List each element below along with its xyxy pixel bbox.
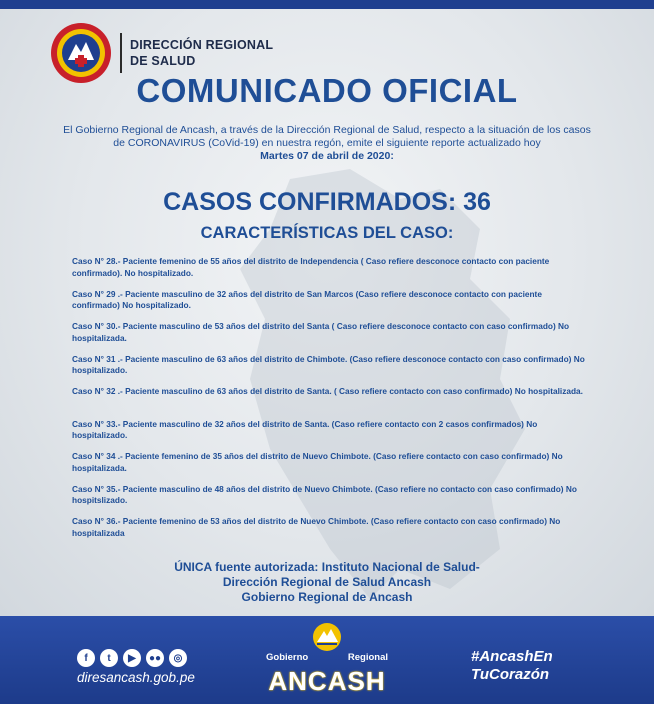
campaign-hashtag <box>471 648 553 684</box>
hashtag-line-1: #AncashEn <box>471 648 553 665</box>
case-item: Caso N° 31 .- Paciente masculino de 63 años del distrito de Chimbote. (Caso refiere desconoce contacto con caso confirmado) No hospitalizado. <box>72 353 585 375</box>
source-line-3: Gobierno Regional de Ancash <box>241 590 413 604</box>
case-item: Caso N° 29 .- Paciente masculino de 32 años del distrito de San Marcos (Caso refiere desconoce contacto con paciente confirmado) No hospitalizado. <box>72 288 542 310</box>
regional-government-logo <box>262 622 392 702</box>
brand-word-right: Regional <box>347 652 388 663</box>
org-line-1: DIRECCIÓN REGIONAL <box>130 38 274 52</box>
header-divider <box>120 33 122 73</box>
footer-bar <box>0 616 654 704</box>
hashtag-line-2: TuCorazón <box>471 666 550 683</box>
website-link[interactable]: diresancash.gob.pe <box>77 670 195 685</box>
intro-paragraph <box>60 124 594 163</box>
case-item: Caso N° 32 .- Paciente masculino de 63 años del distrito de Santa. ( Caso refiere contacto con caso confirmado) No hospitalizada. <box>72 386 583 396</box>
intro-text: El Gobierno Regional de Ancash, a través de la Dirección Regional de Salud, respecto a la situación de los casos de CORONAVIRUS (CoVid-19) en nuestra regón, emite el siguiente reporte actualizado hoy <box>63 124 591 149</box>
case-characteristics-heading: CARACTERÍSTICAS DEL CASO: <box>200 224 454 242</box>
case-item: Caso N° 33.- Paciente masculino de 32 años del distrito de Santa. (Caso refiere contacto con 2 casos confirmados) No hospitalizado. <box>72 418 538 440</box>
organization-name <box>130 37 273 69</box>
brand-word-left: Gobierno <box>266 652 309 663</box>
report-date: Martes 07 de abril de 2020: <box>260 150 394 162</box>
source-note <box>0 560 654 605</box>
case-item: Caso N° 30.- Paciente masculino de 53 años del distrito del Santa ( Caso refiere desconoce contacto con caso confirmado) No hospitalizada. <box>72 321 570 343</box>
case-list <box>72 256 592 549</box>
social-links <box>77 649 187 667</box>
case-item: Caso N° 36.- Paciente femenino de 53 años del distrito de Nuevo Chimbote. (Caso refiere contacto con caso confirmado) No hospitalizada <box>72 516 561 538</box>
page-title: COMUNICADO OFICIAL <box>136 72 518 109</box>
youtube-icon[interactable]: ▶ <box>123 649 141 667</box>
org-line-2: DE SALUD <box>130 54 196 68</box>
brand-wordmark: ANCASH <box>268 666 386 696</box>
source-line-1: ÚNICA fuente autorizada: Instituto Nacional de Salud- <box>174 560 480 574</box>
case-item: Caso N° 35.- Paciente masculino de 48 años del distrito de Nuevo Chimbote. (Caso refiere no contacto con caso confirmado) No hospitslizado. <box>72 483 577 505</box>
case-item: Caso N° 34 .- Paciente femenino de 35 años del distrito de Nuevo Chimbote. (Caso refiere contacto con caso confirmado) No hospitalizada. <box>72 451 563 473</box>
twitter-icon[interactable]: t <box>100 649 118 667</box>
case-item: Caso N° 28.- Paciente femenino de 55 años del distrito de Independencia ( Caso refiere desconoce contacto con paciente confirmado). No hospitalizado. <box>72 256 550 278</box>
top-bar <box>0 0 654 9</box>
source-line-2: Dirección Regional de Salud Ancash <box>222 575 432 589</box>
ancash-emblem-icon <box>312 622 342 652</box>
facebook-icon[interactable]: f <box>77 649 95 667</box>
confirmed-cases-heading: CASOS CONFIRMADOS: 36 <box>163 188 491 216</box>
flickr-icon[interactable]: ●● <box>146 649 164 667</box>
instagram-icon[interactable]: ◎ <box>169 649 187 667</box>
